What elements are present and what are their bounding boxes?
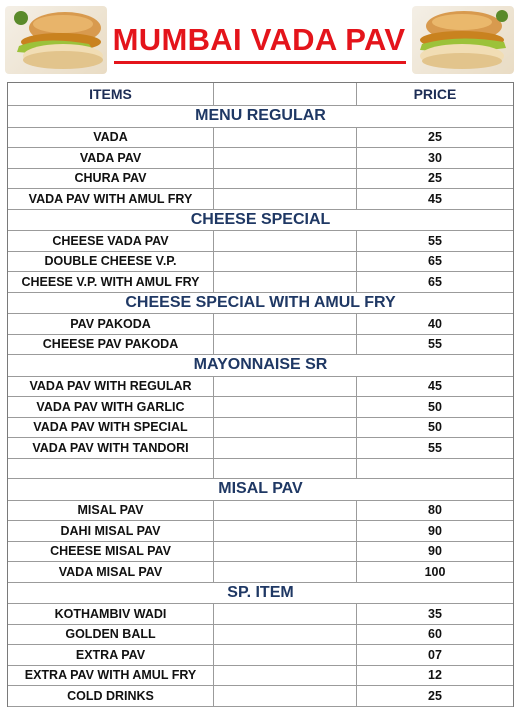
blank-cell [214, 501, 357, 521]
item-name: VADA PAV WITH AMUL FRY [8, 189, 214, 209]
menu-item-row [8, 686, 513, 707]
blank-cell [214, 252, 357, 272]
menu-item-row [8, 501, 513, 522]
menu-item-row [8, 542, 513, 563]
item-name: CHEESE V.P. WITH AMUL FRY [8, 272, 214, 292]
items-column-header: ITEMS [8, 83, 214, 105]
menu-item-row [8, 314, 513, 335]
item-price: 55 [428, 337, 442, 352]
item-price: 90 [428, 544, 442, 559]
item-price: 07 [428, 647, 442, 662]
section-header [8, 293, 513, 315]
vada-pav-photo-left [5, 6, 107, 74]
item-name: CHURA PAV [8, 169, 214, 189]
blank-cell [214, 377, 357, 397]
blank-cell [214, 418, 357, 438]
item-name: VADA [8, 128, 214, 148]
menu-item-row [8, 377, 513, 398]
blank-cell [214, 335, 357, 355]
item-name: VADA PAV WITH GARLIC [8, 397, 214, 417]
section-title: MAYONNAISE SR [193, 356, 328, 374]
item-price: 90 [428, 523, 442, 538]
blank-cell [214, 521, 357, 541]
blank-cell [214, 314, 357, 334]
empty-row [8, 459, 513, 480]
menu-item-row [8, 666, 513, 687]
item-price: 50 [428, 420, 442, 435]
item-name: MISAL PAV [8, 501, 214, 521]
item-name: VADA MISAL PAV [8, 562, 214, 582]
item-name: PAV PAKODA [8, 314, 214, 334]
blank-cell [214, 438, 357, 458]
item-name: DOUBLE CHEESE V.P. [8, 252, 214, 272]
section-header [8, 210, 513, 232]
section-header [8, 479, 513, 501]
item-price: 65 [428, 274, 442, 289]
menu-item-row [8, 645, 513, 666]
table-header [8, 83, 513, 106]
item-price: 40 [428, 316, 442, 331]
blank-cell [214, 562, 357, 582]
item-price: 50 [428, 399, 442, 414]
item-price: 60 [428, 627, 442, 642]
menu-item-row [8, 169, 513, 190]
vada-pav-photo-right [412, 6, 514, 74]
section-title: MISAL PAV [218, 480, 303, 498]
blank-cell [214, 604, 357, 624]
blank-cell [214, 148, 357, 168]
item-name: CHEESE MISAL PAV [8, 542, 214, 562]
item-price: 55 [428, 440, 442, 455]
menu-item-row [8, 397, 513, 418]
section-title: SP. ITEM [227, 583, 294, 601]
item-price: 25 [428, 688, 442, 703]
menu-item-row [8, 604, 513, 625]
title-underline [114, 61, 406, 64]
item-price: 80 [428, 503, 442, 518]
blank-cell [214, 686, 357, 706]
menu-item-row [8, 189, 513, 210]
item-price: 12 [428, 668, 442, 683]
item-price: 55 [428, 233, 442, 248]
section-header [8, 106, 513, 128]
menu-item-row [8, 562, 513, 583]
menu-item-row [8, 148, 513, 169]
item-name: VADA PAV WITH TANDORI [8, 438, 214, 458]
menu-item-row [8, 625, 513, 646]
menu-item-row [8, 272, 513, 293]
price-column-header: PRICE [413, 86, 457, 102]
menu-table [7, 82, 514, 707]
menu-item-row [8, 418, 513, 439]
blank-cell [214, 397, 357, 417]
item-price: 30 [428, 150, 442, 165]
section-header [8, 355, 513, 377]
menu-item-row [8, 128, 513, 149]
item-name: DAHI MISAL PAV [8, 521, 214, 541]
menu-item-row [8, 335, 513, 356]
menu-item-row [8, 438, 513, 459]
blank-column-header [214, 83, 357, 105]
menu-item-row [8, 231, 513, 252]
header [0, 0, 518, 82]
item-price: 35 [428, 606, 442, 621]
menu-item-row [8, 521, 513, 542]
section-title: MENU REGULAR [195, 107, 326, 125]
blank-cell [357, 459, 513, 479]
blank-cell [8, 459, 214, 479]
blank-cell [214, 459, 357, 479]
item-price: 25 [428, 130, 442, 145]
item-name: GOLDEN BALL [8, 625, 214, 645]
item-price: 25 [428, 171, 442, 186]
item-name: CHEESE VADA PAV [8, 231, 214, 251]
blank-cell [214, 231, 357, 251]
item-name: KOTHAMBIV WADI [8, 604, 214, 624]
section-title: CHEESE SPECIAL [190, 210, 331, 228]
page-title: MUMBAI VADA PAV [112, 22, 406, 57]
item-price: 65 [428, 254, 442, 269]
item-name: VADA PAV [8, 148, 214, 168]
item-name: CHEESE PAV PAKODA [8, 335, 214, 355]
item-name: EXTRA PAV [8, 645, 214, 665]
item-price: 45 [428, 191, 442, 206]
item-price: 45 [428, 379, 442, 394]
item-name: VADA PAV WITH SPECIAL [8, 418, 214, 438]
blank-cell [214, 666, 357, 686]
blank-cell [214, 542, 357, 562]
item-name: EXTRA PAV WITH AMUL FRY [8, 666, 214, 686]
section-header [8, 583, 513, 605]
blank-cell [214, 169, 357, 189]
blank-cell [214, 625, 357, 645]
blank-cell [214, 645, 357, 665]
item-name: COLD DRINKS [8, 686, 214, 706]
blank-cell [214, 128, 357, 148]
item-price: 100 [424, 564, 446, 579]
section-title: CHEESE SPECIAL WITH AMUL FRY [125, 293, 396, 311]
blank-cell [214, 272, 357, 292]
item-name: VADA PAV WITH REGULAR [8, 377, 214, 397]
blank-cell [214, 189, 357, 209]
menu-item-row [8, 252, 513, 273]
